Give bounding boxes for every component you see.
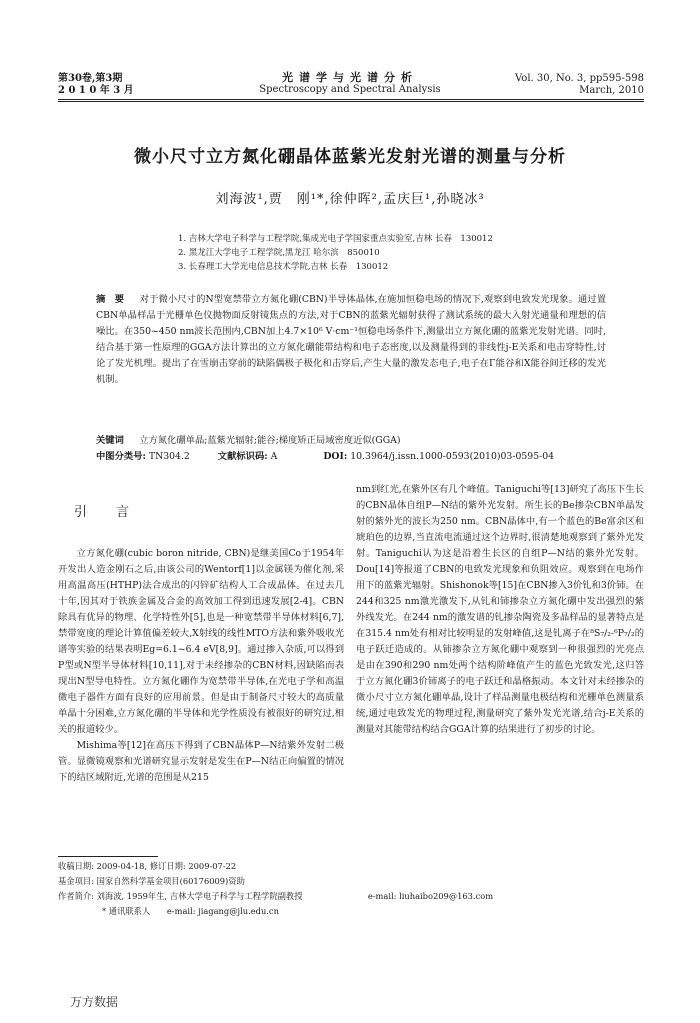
footnote-fund: 基金项目: 国家自然科学基金项目(60176009)资助 xyxy=(58,876,245,886)
header-rule-bottom xyxy=(58,101,644,102)
doi-label: DOI: xyxy=(323,451,348,462)
abstract-text: 对于微小尺寸的N型宽禁带立方氮化硼(CBN)半导体晶体,在施加恒稳电场的情况下,观察到电致发光现象。通过置CBN单晶样品于光栅单色仪抛物面反射镜焦点的方法,对于CBN的蓝紫光辐射获得了测试系统的最大入射光通量和理想的信噪比。在350~450 nm波长范围内,CBN加上4.7×10⁶ V·cm⁻¹恒稳电场条件下,测量出立方氮化硼的蓝紫光发射光谱。同时,结合基于第一性原理的GGA方法计算出的立方氮化硼能带结构和电子态密度,以及测量得到的非线性j-E关系和电击穿特性,讨论了发光机理。提出了在雪崩击穿前的缺陷偶极子极化和击穿后,产生大量的激发态电子,电子在Γ能谷和X能谷间迁移的发光机制。 xyxy=(96,294,606,385)
clc-value: TN304.2 xyxy=(148,451,190,462)
footnote-received: 收稿日期: 2009-04-18, 修订日期: 2009-07-22 xyxy=(58,861,237,871)
footnote-correspondence: * 通讯联系人 e-mail: jiagang@jlu.edu.cn xyxy=(102,906,279,916)
affiliation-3: 3. 长春理工大学光电信息技术学院,吉林 长春 130012 xyxy=(178,262,389,272)
footnote-rule xyxy=(58,856,158,857)
header-date-cn: 2 0 1 0 年 3 月 xyxy=(58,85,134,96)
doi-value: 10.3964/j.issn.1000-0593(2010)03-0595-04 xyxy=(350,451,555,462)
header-rule-top xyxy=(58,99,644,100)
clc-label: 中图分类号: xyxy=(96,451,146,462)
affiliation-2: 2. 黑龙江大学电子工程学院,黑龙江 哈尔滨 850010 xyxy=(178,248,380,258)
intro-paragraph-1: 立方氮化硼(cubic boron nitride, CBN)是继美国Co于1954年开发出人造金刚石之后,由该公司的Wentorf[1]以金属镁为催化剂,采用高温高压(HTHP)法合成出的闪锌矿结构人工合成晶体。在过去几十年,因其对于铁族金属及合金的高效加工得到迅速发展[2-4]。CBN除具有优异的物理、化学特性外[5],也是一种宽禁带半导体材料[6,7],禁带宽度的理论计算值偏差较大,X射线的线性MTO方法和紫外吸收光谱等实验的结果表明Eg=6.1~6.4 eV[8,9]。通过掺入杂质,可以得到P型或N型半导体材料[10,11],对于未经掺杂的CBN材料,因缺陷而表现出N型导电特性。立方氮化硼作为宽禁带半导体,在光电子学和高温微电子器件方面有良好的应用前景。但是由于制备尺寸较大的高质量单晶十分困难,立方氮化硼的半导体和光学性质没有被很好的研究过,相关的报道较少。 xyxy=(58,548,344,735)
paper-title: 微小尺寸立方氮化硼晶体蓝紫光发射光谱的测量与分析 xyxy=(134,147,566,167)
header-volume-cn: 第30卷,第3期 xyxy=(58,73,123,84)
header-date-en: March, 2010 xyxy=(579,85,644,96)
abstract-label: 摘 要 xyxy=(96,294,125,305)
journal-name-cn: 光谱学与光谱分析 xyxy=(282,71,418,84)
footnote-email: e-mail: liuhaibo209@163.com xyxy=(367,891,494,901)
keywords-text: 立方氮化硼单晶;蓝紫光辐射;能谷;梯度矫正局域密度近似(GGA) xyxy=(139,435,401,446)
journal-name-en: Spectroscopy and Spectral Analysis xyxy=(259,84,441,95)
footnotes xyxy=(58,859,598,919)
affiliation-1: 1. 吉林大学电子科学与工程学院,集成光电子学国家重点实验室,吉林 长春 130012 xyxy=(178,234,493,244)
keywords-block xyxy=(96,433,616,465)
footnote-bio: 作者简介: 刘海波, 1959年生, 吉林大学电子科学与工程学院副教授 xyxy=(58,891,303,901)
left-column xyxy=(58,546,344,786)
header-volume-en xyxy=(515,73,644,97)
doc-code-value: A xyxy=(270,451,278,462)
abstract xyxy=(96,292,606,388)
header-vol-en: Vol. 30, No. 3, pp595-598 xyxy=(515,73,644,84)
paper-authors: 刘海波¹,贾 刚¹*,徐仲晖²,孟庆巨¹,孙晓冰³ xyxy=(215,192,485,207)
watermark: 万方数据 xyxy=(70,995,119,1009)
right-column xyxy=(356,482,644,738)
affiliations xyxy=(178,232,493,274)
doc-code-label: 文献标识码: xyxy=(217,451,268,462)
keywords-label: 关键词 xyxy=(96,435,124,446)
classification-row xyxy=(96,449,616,465)
intro-paragraph-3: nm到红光,在紫外区有几个峰值。Taniguchi等[13]研究了高压下生长的CBN晶体自组P—N结的紫外光发射。所生长的Be掺杂CBN单晶发射的紫外光的波长为250 nm。CBN晶体中,有一个蓝色的Be富余区和琥珀色的边界,当直流电流通过这个边界时,很清楚地观察到了紫外光发射。Taniguchi认为这是沿着生长区的自组P—N结的紫外光发射。Dou[14]等报道了CBN的电致发光现象和负阻效应。观察到在电场作用下的蓝紫光辐射。Shishonok等[15]在CBN掺入3价钆和3价铈。在244和325 nm激光激发下,从钆和铈掺杂立方氮化硼中发出强烈的紫外线发光。在244 nm的激发谱的钆掺杂陶瓷及多晶样品的显著特点是在315.4 nm处有相对比较明显的发射峰值,这是钆离子在⁸S₇/₂-⁶P₇/₂的电子跃迁造成的。从铈掺杂立方氮化硼中观察到一种很强烈的光亮点是由在390和290 nm处两个结构阶峰值产生的蓝色光致发光,这归答于立方氮化硼3价铈离子的电子跃迁和晶格振动。本文针对未经掺杂的微小尺寸立方氮化硼单晶,设计了样品测量电极结构和光栅单色测量系统,通过电致发光的物理过程,测量研究了紫外发光光谱,结合j-E关系的测量对其能带结构结合GGA计算的结果进行了初步的讨论。 xyxy=(356,484,644,735)
section-title-introduction: 引 言 xyxy=(74,505,138,520)
intro-paragraph-2: Mishima等[12]在高压下得到了CBN晶体P—N结紫外发射二极管。显微镜观察和光谱研究显示发射是发生在P—N结正向偏置的情况下的结区域附近,光谱的范围是从215 xyxy=(58,740,344,783)
